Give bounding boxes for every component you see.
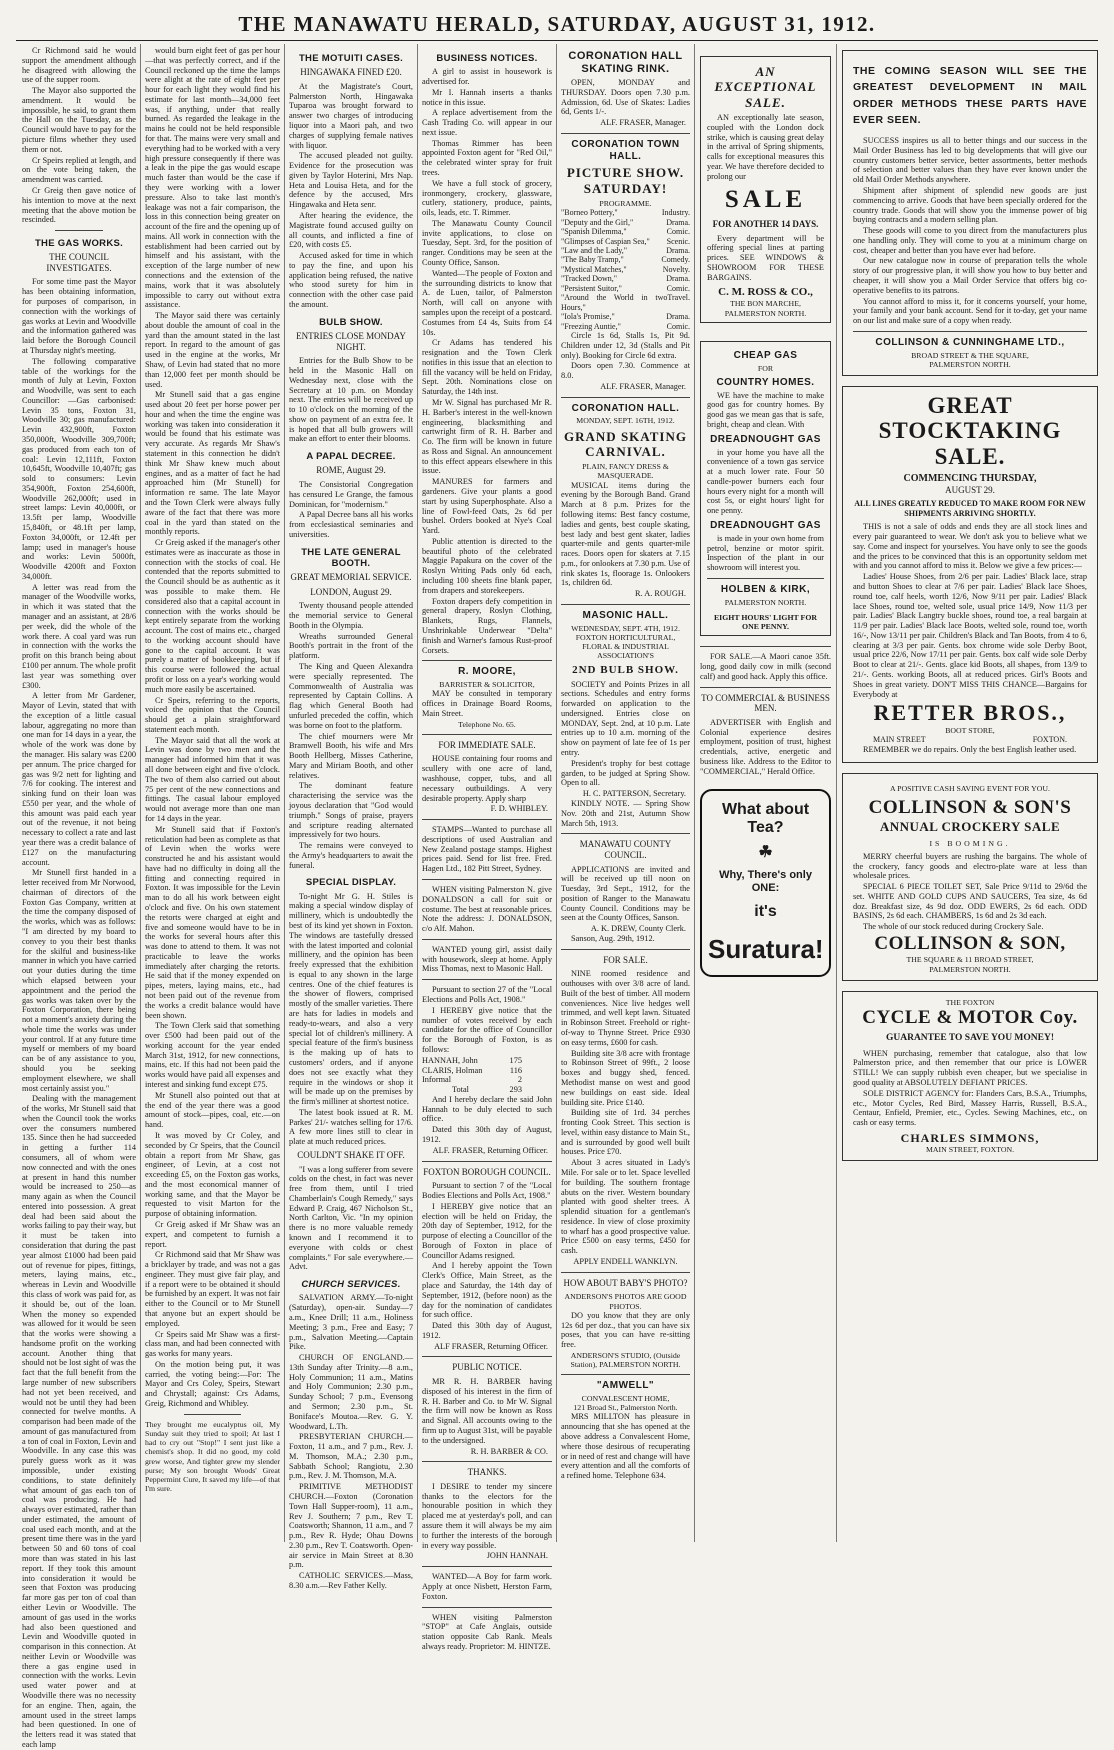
column-2 xyxy=(145,46,280,1540)
advert-company: C. M. ROSS & CO., xyxy=(718,286,813,299)
divider xyxy=(707,578,824,579)
article-paragraph: "I was a long sufferer from severe colds on the chest, in fact was never free from them, until I tried Chamberlain's Cough Remedy," says Edward P. Craig, 467 Nicholson St., North Carlton, Vic. "In my opinion there is no more valuable remedy known and I recommend it to everyone with colds or chest complaints." For sale everywhere.—Advt. xyxy=(289,1164,413,1272)
advert-signoff: R. H. BARBER & CO. xyxy=(470,1446,548,1456)
advert-date: MONDAY, SEPT. 16TH, 1912. xyxy=(576,416,675,426)
advert-body: MAY be consulted in temporary offices in Drainage Board Rooms, Main Street. xyxy=(422,689,552,718)
advert-company: RETTER BROS., xyxy=(873,700,1067,726)
advert-carnival: CORONATION HALL. xyxy=(571,402,680,414)
column-divider xyxy=(836,44,837,1542)
column-divider xyxy=(284,44,285,1542)
advert-body: FOR SALE.—A Maori canoe 35ft. long, good daily cow in milk (second calf) and good hack. Apply this office. xyxy=(700,652,831,681)
divider xyxy=(561,1272,690,1273)
advert-heading: MANAWATU COUNTY COUNCIL. xyxy=(579,839,672,860)
notice: Cr Adams has tendered his resignation and the Town Clerk notifies in this issue that an election to fill the vacancy will be held on Friday, Sept. 20th. Nominations close on Saturday, the 14th inst. xyxy=(422,338,552,397)
newspaper-title: THE MANAWATU HERALD, SATURDAY, AUGUST 31, 1912. xyxy=(238,12,876,36)
divider xyxy=(561,1374,690,1375)
advert-body: MERRY cheerful buyers are rushing the bargains. The whole of the crockery, fancy goods and electro-plate ware at less than wholesale prices. xyxy=(853,851,1087,881)
advert-crockery-sale xyxy=(842,773,1098,981)
column-6 xyxy=(700,46,831,1540)
masthead xyxy=(0,0,1114,40)
legal-notice: And I hereby appoint the Town Clerk's Office, Main Street, as the place and Saturday, the 14th day of September, 1912, (before noon) as the day for the nomination of candidates for such office. xyxy=(422,1261,552,1320)
advert-cycle-motor xyxy=(842,991,1098,1161)
programme-row: "Persistent Suitor," Comic. xyxy=(561,283,690,293)
divider xyxy=(561,949,690,950)
advert-signoff: R. A. ROUGH. xyxy=(635,589,686,599)
headline-motuiti: THE MOTUITI CASES. xyxy=(298,53,404,64)
advert-body: Ladies' House Shoes, from 2/6 per pair. Ladies' Black lace, strap and button Shoes to clear at 7/6 per pair. Ladies' Black lace Shoes, round toe, calf heels, worth 12/6, Now 9/11 per pair. Ladies' Black lace Shoes, round toe, welted sole, usual price 14/9, Now 11/3 per pair. Ladies' Black Langtry buckle shoes, round toe, a real bargain at 11/9 per pair. Ladies' Black lace Boots, welted sole, round toe, worth 16/-, Now 13/11 per pair. Children's Black and Tan Boots, from 4 to 6, clearing at 3/3 per pair. Gents. box chrome wide sole Derby Boot, usual price 22/6, Now 17/11 per pair. Gents. box calf wide sole Derby Boot to clear at 21/-. Gents. glace kid Boots, all shapes, from 13/9 to 21/-. Gents. working Boots, all at reduced prices. Girl's Boots and Shoes in great variety. DON'T MISS THIS CHANCE—Bargains for Everybody at xyxy=(853,572,1087,699)
column-3 xyxy=(289,46,413,1591)
gas-heading-country: COUNTRY HOMES. xyxy=(716,376,815,388)
advert-signoff: ALF. FRASER, Returning Officer. xyxy=(432,1145,548,1155)
divider xyxy=(422,1566,552,1567)
subhead: GREAT MEMORIAL SERVICE. xyxy=(290,572,412,583)
advert-body: AN exceptionally late season, coupled with the London dock strike, which is causing great delay in the arrival of Spring shipments, calls for exceptional measures this year. We have therefore decided to prolong our xyxy=(707,112,824,181)
advert-body: You cannot afford to miss it, for it concerns yourself, your home, your family and your bank account. Send for it to-day, get your name on our list and make sure of a copy when ready. xyxy=(853,296,1087,326)
carnival-title: GRAND SKATING CARNIVAL. xyxy=(564,428,687,459)
advert-body: WHEN visiting Palmerston N. give DONALDSON a call for suit or costume. The best at reasonable prices. Note the address: J. DONALDSON, c/o Alf. Mahon. xyxy=(422,885,552,934)
advert-address-row: MAIN STREET FOXTON. xyxy=(873,735,1067,745)
article-paragraph: The chief mourners were Mr Bramwell Booth, his wife and Mrs Booth Hellberg, Misses Catherine, Mary and Miriam Booth, and other relatives. xyxy=(289,731,413,780)
advert-signoff: APPLY ENDELL WANKLYN. xyxy=(573,1257,678,1267)
article-paragraph: The Mayor said there was certainly about double the amount of coal in the yard than the amount stated in the last report. In regard to the amount of gas used in the engine at the works, Mr Shaw, of Levin had stated that no more than 12,000 feet per month should be used. xyxy=(145,311,280,389)
article-paragraph: The latest book issued at R. M. Parkes' 21/- watches selling for 17/6. A few more lines still to clear in plate at much reduced prices. xyxy=(289,1107,413,1147)
legal-notice: Pursuant to section 27 of the "Local Elections and Polls Act, 1908." xyxy=(422,985,552,1005)
article-paragraph: For some time past the Mayor has been obtaining information, for purposes of comparison, in connection with the workings of gas works at Levin and Woodville and the information gathered was laid before the Borough Council at Thursday night's meeting. xyxy=(22,277,136,355)
advert-signoff: ALF. FRASER, Manager. xyxy=(600,118,686,128)
notice: We have a full stock of grocery, ironmongery, crockery, glassware, cutlery, stationery, produce, paints, oils, leads, etc. T. Rimmer. xyxy=(422,178,552,218)
advert-heading: FOXTON BOROUGH COUNCIL. xyxy=(423,1166,551,1177)
article-paragraph: Cr Speirs, referring to the reports, voiced the opinion that the Council should get a plain straightforward statement each month. xyxy=(145,695,280,734)
article-paragraph: Mr Stunell also pointed out that at the end of the year there was a good amount of stock—pipes, coal, etc.—on hand. xyxy=(145,1090,280,1130)
article-paragraph: Wreaths surrounded General Booth's portrait in the front of the platform. xyxy=(289,631,413,661)
sale-duration: FOR ANOTHER 14 DAYS. xyxy=(712,218,819,229)
notice: Wanted—The people of Foxton and the surrounding districts to know that A. de Luen, tailor, of Palmerston North, will call on anyone with samples upon the receipt of a postcard. Costumes from £4 4s, Suits from £4 10s. xyxy=(422,268,552,337)
notice: MANURES for farmers and gardeners. Give your plants a good start by using Superphosphate. Also a line of Fowl-feed Oats, 2s 6d per bushel. Orders booked at Nye's Coal Yard. xyxy=(422,477,552,536)
article-paragraph: At the Magistrate's Court, Palmerston North, Hingawaka Tuparoa was brought forward to answer two charges of introducing liquor into a Maori pah, and two charges of supplying female natives with liquor. xyxy=(289,81,413,150)
bulb-show-title: 2ND BULB SHOW. xyxy=(572,663,679,676)
poll-row: Informal 2 xyxy=(422,1075,522,1085)
advert-proprietor: CHARLES SIMMONS, xyxy=(900,1130,1040,1145)
article-paragraph: After hearing the evidence, the Magistrate found accused guilty on all counts, and inflicted a fine of £20, with costs £5. xyxy=(289,210,413,250)
column-divider xyxy=(417,44,418,1542)
advert-body: OPEN, MONDAY and THURSDAY. Doors open 7.30 p.m. Admission, 6d. Use of Skates: Ladies 6d, Gents 1/-. xyxy=(561,77,690,117)
divider xyxy=(422,979,552,980)
article-paragraph: Mr Stunell said that a gas engine used about 20 feet per horse power per hour and when the time the engine was working was taken into consideration it would be found that his estimate was very accurate. As regards Mr Shaw's statement in this connection he didn't think Mr Shaw knew much about engines, and as a matter of fact he had approached him (Mr Stunell) for information re same. The late Mayor and the Town Clerk were always fully aware of the fact that there was more coal in the yard than stated on the monthly reports. xyxy=(145,390,280,537)
advert-body: WHEN visiting Palmerston "STOP" at Cafe Anglais, outside station opposite Cab Rank. Meals always ready. Proprietor: M. HINTZE. xyxy=(422,1612,552,1651)
advert-amwell: "AMWELL" xyxy=(596,1380,655,1392)
programme-row: "Deputy and the Girl," Drama. xyxy=(561,217,690,227)
stocktaking-note: ALL LINES GREATLY REDUCED TO MAKE ROOM FOR NEW SHIPMENTS ARRIVING SHORTLY. xyxy=(854,499,1086,518)
advert-body: in your home you have all the convenience of a town gas service at a much lower rate. Four 50 candle-power burners each four hours every night for a month will cost 5s, or eight hours' light for one penny. xyxy=(707,447,824,516)
programme-row: "Mystical Matches," Novelty. xyxy=(561,264,690,274)
headline-general-booth: THE LATE GENERAL BOOTH. xyxy=(301,546,401,569)
programme-row: "Law and the Lady," Drama. xyxy=(561,246,690,256)
article-paragraph: Cr Speirs replied at length, and on the vote being taken, the amendment was carried. xyxy=(22,155,136,185)
advert-company: COLLINSON & SON, xyxy=(874,933,1066,955)
headline-church-services: CHURCH SERVICES. xyxy=(301,1279,401,1291)
headline-papal-decree: A PAPAL DECREE. xyxy=(306,451,396,463)
advert-body: MUSICAL items during the evening by the Borough Band. Grand March at 8 p.m. Prizes for the following items: Best fancy costume, ladies and gents, best couple skating, best lady and best gent skater, ladies quarter-mile and gents quarter-mile races. Doors open for skaters at 7.15 p.m., for onlookers at 7.30 p.m. Use of rink skates 1s, floorage 1s. Onlookers 1s, children 6d. xyxy=(561,480,690,588)
tea-line: Tea? xyxy=(747,819,784,837)
legal-notice: Dated this 30th day of August, 1912. xyxy=(422,1321,552,1340)
advert-subtitle: ANDERSON'S PHOTOS ARE GOOD PHOTOS. xyxy=(564,1292,687,1311)
divider xyxy=(422,734,552,735)
divider xyxy=(422,660,552,661)
advert-body: REMEMBER we do repairs. Only the best English leather used. xyxy=(863,744,1077,754)
advert-body: SUCCESS inspires us all to better things and our success in the Mail Order Business has led to big developments that will give our country customers better service, better assortments, better methods of selection and better values than they have ever known under the old Mail Order Methods anywhere. xyxy=(853,136,1087,185)
gas-heading: CHEAP GAS xyxy=(733,349,798,361)
headline-business-notices: BUSINESS NOTICES. xyxy=(436,53,538,64)
advert-body: NINE roomed residence and outhouses with over 3/8 acre of land. Built of the best of timber. All modern conveniences. Nice live hedges well trimmed, and well kept lawn. Situated in Robinson Street. Freehold or right-of-way to Thynne Street. Price £930 on easy terms, £600 for cash. xyxy=(561,969,690,1047)
notice: A replace advertisement from the Cash Trading Co. will appear in our next issue. xyxy=(422,108,552,137)
advert-body: Circle 1s 6d, Stalls 1s, Pit 9d. Children under 12, 3d (Stalls and Pit only). Booking for Circle 6d extra. xyxy=(561,330,690,360)
programme-label: PROGRAMME. xyxy=(599,199,652,209)
programme-row: "Around the World in two Hours," Travel. xyxy=(561,293,690,312)
advert-body: Shipment after shipment of splendid new goods are just commencing to arrive. Goods that have been specially ordered for the country trade. Goods that will show you the immense power of big buying contracts and a modern selling plan. xyxy=(853,185,1087,225)
advert-signoff: F. D. WHIBLEY. xyxy=(490,804,548,814)
divider xyxy=(561,833,690,834)
advert-moore: R. MOORE, xyxy=(458,666,516,678)
advert-location: PALMERSTON NORTH. xyxy=(724,308,807,318)
article-paragraph: A letter from Mr Gardener, Mayor of Levin, stated that with the exception of a little casual labour, aggregating no more than one man for 14 days in a year, the whole of the work was done by the manager. His salary was £200 per annum. The price charged for gas was 9/2 nett for lighting and 7/6 for cooking. The interest and sinking fund on their loan was £550 per year, and the whole of this amount was paid each year out of the revenue, it not being necessary to collect a rate and last year there was a credit balance of £127 on the manufacturing account. xyxy=(22,691,136,867)
dreadnought-gas-label: DREADNOUGHT GAS xyxy=(710,519,821,531)
advert-body: MRS MILLTON has pleasure in announcing that she has opened at the above address a Convalescent Home, where those desirous of recuperating or in need of rest and change will have every attention and all the comforts of a refined home. Telephone 634. xyxy=(561,1412,690,1481)
advert-location: PALMERSTON NORTH. xyxy=(929,964,1011,974)
programme-row: "Tracked Down," Drama. xyxy=(561,274,690,284)
mail-order-headline: THE COMING SEASON WILL SEE THE GREATEST DEVELOPMENT IN MAIL ORDER METHODS THESE PARTS HAVE EVER SEEN. xyxy=(853,65,1087,126)
stocktaking-date: AUGUST 29. xyxy=(945,484,995,495)
stocktaking-start: COMMENCING THURSDAY, xyxy=(903,472,1037,484)
article-paragraph: Entries for the Bulb Show to be held in the Masonic Hall on Wednesday next, close with the Secretary at 10 p.m. on Monday next. The entries will be received up to 10 o'clock on the morning of the show on payment of an extra fee. It is hoped that all bulb growers will make an effort to enter their blooms. xyxy=(289,356,413,444)
advert-body: Our new catalogue now in course of preparation tells the whole story of our progressive plan, it will show you how to buy better and cheaper, it will show you a Mail Order Service that offers big co-operative benefits to its patrons. xyxy=(853,256,1087,295)
notice: Mr I. Hannah inserts a thanks notice in this issue. xyxy=(422,87,552,107)
dateline: LONDON, August 29. xyxy=(310,586,392,597)
advert-subtitle: BARRISTER & SOLICITOR, xyxy=(439,680,535,690)
advert-poem: They brought me eucalyptus oil, My Sunday suit they tried to spoil; At last I had to cry out "Stop!" I sent just like a chemist's shop. It did no good, my cold grew worse, And tighter grew my slender purse; My son brought Woods' Great Peppermint Cure, It saved my life—of that I'm sure. xyxy=(145,1419,280,1494)
advert-subtitle: BOOT STORE, xyxy=(945,726,995,736)
advert-body: KINDLY NOTE. — Spring Show Nov. 20th and 21st, Autumn Show March 5th, 1913. xyxy=(561,798,690,828)
church-notice: PRIMITIVE METHODIST CHURCH.—Foxton (Coronation Town Hall Supper-room), 11 a.m., Rev J. Southern; 7 p.m., Rev T. Coatsworth; Shannon, 11 a.m., and 7 p.m., Rev R. Hyde; Ohau Downs 2.30 p.m., Rev T. Coatsworth. Open-air service in Main Street at 8.30 p.m. xyxy=(289,1482,413,1570)
sale-big-word: SALE xyxy=(724,186,807,214)
advert-body: THIS is not a sale of odds and ends they are all stock lines and every pair guaranteed to wear. We don't ask you to believe what we say. Come and inspect for yourselves. You have only to see the goods and the prices to be convinced that this is an opportunity seldom met with and you cannot afford to miss it. Below we give a few prices:— xyxy=(853,522,1087,571)
notice: The Manawatu County Council invite applications, to close on Tuesday, Sept. 3rd, for the position of ranger. Conditions may be seen at the County Office, Sanson. xyxy=(422,218,552,268)
shamrock-icon: ☘ xyxy=(758,844,773,862)
advert-subtitle: PLAIN, FANCY DRESS & MASQUERADE. xyxy=(582,462,669,481)
advert-body: STAMPS—Wanted to purchase all descriptions of used Australian and New Zealand postage stamps. Highest prices paid. Send for list free. Fred. Hagen Ltd., 182 Pitt Street, Sydney. xyxy=(422,825,552,874)
advert-heading: TO COMMERCIAL & BUSINESS MEN. xyxy=(701,692,830,714)
advert-address: BROAD STREET & THE SQUARE, xyxy=(911,350,1029,360)
poll-row: CLARIS, Holman 116 xyxy=(422,1065,522,1075)
divider xyxy=(700,646,831,647)
advert-signoff: ANDERSON'S STUDIO, (Outside Station), PALMERSTON NORTH. xyxy=(570,1350,681,1370)
divider xyxy=(422,1461,552,1462)
advert-body: Sanson, Aug. 29th, 1912. xyxy=(571,933,655,943)
divider xyxy=(853,331,1087,332)
article-paragraph: The Consistorial Congregation has censured Le Grange, the famous Dominican, for "modernism." xyxy=(289,480,413,509)
article-paragraph: The following comparative table of the workings for the month of July at Levin, Foxton and Woodville, was sent to each Councillor: —Gas carbonised: Levin 35 tons, Foxton 31, Woodville 30; gas manufactured: Levin 432,900ft, Foxton 350,000ft, Woodville 309,700ft; gas produced from each ton of coal: Levin 12,111ft, Foxton 10,645ft, Woodville 10,407ft; gas sold to consumers: Levin 354,900ft, Foxton 254,600ft, Woodville 262,000ft; used in street lamps: Levin 40,000ft, or 13.5ft per lamp, Woodville 15,840ft, or 48.1ft per lamp, Foxton 34,000ft, or 12.4ft per lamp; used in manager's house and works: Levin 5000ft, Woodville 4200ft and Foxton 34,000ft. xyxy=(22,356,136,581)
notice: Public attention is directed to the beautiful photo of the celebrated Maggie Papakura on the cover of the Roslyn Writing Pads only 6d each, including 100 sheets fine blank paper, from drapers and storekeepers. xyxy=(422,536,552,595)
gas-tagline: EIGHT HOURS' LIGHT FOR ONE PENNY. xyxy=(713,612,818,632)
crockery-headline: ANNUAL CROCKERY SALE xyxy=(879,819,1061,835)
article-paragraph: Accused asked for time in which to pay the fine, and upon his application being refused, the native who stood surety for him in connection with the other case paid the amount. xyxy=(289,251,413,309)
advert-heading: FOR IMMEDIATE SALE. xyxy=(438,739,536,750)
advert-body: SOCIETY and Points Prizes in all sections. Schedules and entry forms forwarded on application to the undersigned. Entries close on MONDAY, Sept. 2nd, at 10 p.m. Late entries up to 10 a.m. morning of the show on payment of late fee of 1s per entry. xyxy=(561,679,690,758)
poll-total: Total 293 xyxy=(452,1085,522,1095)
tea-line: Why, There's only ONE: xyxy=(719,869,812,895)
divider xyxy=(55,230,103,231)
advert-body: WHEN purchasing, remember that catalogue, also that low Palmerston price, and then remember that our price is LOWER STILL! We can supply rubbish even cheaper, but we specialise in good quality at ABSOLUTELY DEFIANT PRICES. xyxy=(853,1048,1087,1087)
masthead-rule xyxy=(16,40,1098,41)
programme-row: "The Baby Tramp," Comedy. xyxy=(561,255,690,265)
column-1 xyxy=(22,46,136,1749)
advert-body: HOUSE containing four rooms and scullery with one acre of land, washhouse, copper, tubs, and all necessary outbuildings. A very desirable property. Apply sharp xyxy=(422,754,552,803)
advert-subtitle: CONVALESCENT HOME, xyxy=(581,1394,670,1404)
advert-body: Building site 3/8 acre with frontage to Robinson Street of 99ft., 2 loose boxes and buggy shed, fenced. Methodist manse on west and good new buildings on east side. Ideal building site. Price £140. xyxy=(561,1048,690,1107)
article-paragraph: Cr Richmond said that Mr Shaw was a bricklayer by trade, and was not a gas engineer. They must give fair play, and if a report were to be obtained it should be furnished by an expert. It was not fair either to the Council or to Mr Stunell that anyone but an expert should be employed. xyxy=(145,1250,280,1328)
poll-row: HANNAH, John 175 xyxy=(422,1055,522,1065)
advert-body: WANTED—A Boy for farm work. Apply at once Nisbett, Herston Farm, Foxton. xyxy=(422,1572,552,1601)
column-5 xyxy=(561,46,690,1540)
advert-date: WEDNESDAY, SEPT. 4TH, 1912. xyxy=(571,623,680,633)
crockery-status: IS BOOMING. xyxy=(929,838,1011,848)
advert-mail-order xyxy=(842,50,1098,376)
subhead: ENTRIES CLOSE MONDAY NIGHT. xyxy=(296,330,406,352)
advert-town-hall: CORONATION TOWN HALL. xyxy=(571,138,680,162)
advert-body: President's trophy for best cottage garden, to be judged at Spring Show. Open to all. xyxy=(561,758,690,788)
column-divider xyxy=(556,44,557,1542)
divider xyxy=(700,687,831,688)
advert-location: MAIN STREET, FOXTON. xyxy=(925,1145,1015,1155)
advert-body: DO you know that they are only 12s 6d per doz., that you can have six poses, that you can have re-sitting free. xyxy=(561,1310,690,1350)
advert-company: COLLINSON & CUNNINGHAME LTD., xyxy=(875,336,1065,348)
notice: A girl to assist in housework is advertised for. xyxy=(422,67,552,86)
programme-row: "Spanish Dilemma," Comic. xyxy=(561,227,690,237)
advert-stocktaking xyxy=(842,386,1098,763)
notice: Foxton drapers defy competition in general drapery, Roslyn Clothing, Blankets, Rugs, Flannels, Unshrinkable Underwear "Delta" finish and Warner's famous Rust-proof Corsets. xyxy=(422,596,552,655)
cycle-guarantee: GUARANTEE TO SAVE YOU MONEY! xyxy=(885,1033,1055,1044)
article-paragraph: The accused pleaded not guilty. Evidence for the prosecution was given by Taylor Hoterini, Mrs Nap. Heta and Louisa Heta, and for the defence by the accused, Mrs Hingawaka and Heta senr. xyxy=(289,151,413,210)
divider xyxy=(422,1161,552,1162)
article-paragraph: A Papal Decree bans all his works from ecclesiastical seminaries and universities. xyxy=(289,510,413,539)
advert-body: Doors open 7.30. Commence at 8.0. xyxy=(561,361,690,381)
article-paragraph: To-night Mr G. H. Stiles is making a special window display of millinery, which is undoubtedly the best of its kind yet shown in Foxton. The windows are tastefully dressed with the latest imported and colonial millinery, and the opinion has been freely expressed that the exhibition is equal to any shown in the large centres. One of the chief features is the shower of flowers, comprised mostly of the smaller varieties. There are hats for ladies in models and ready-to-wears, and also a very special lot of children's millinery. A special feature of the firm's business is the making up of hats to customers' orders, and if anyone does not see exactly what they require in the windows or shop it will be made up on the premises by the firm's milliner at shortest notice. xyxy=(289,891,413,1107)
advert-location: PALMERSTON NORTH. xyxy=(724,597,807,607)
tea-line: What about xyxy=(721,800,810,818)
church-notice: SALVATION ARMY.—To-night (Saturday), open-air. Sunday—7 a.m., Knee Drill; 11 a.m., Holiness Meeting; 3 p.m., Free and Easy; 7 p.m., Salvation Meeting.—Captain Pike. xyxy=(289,1293,413,1352)
article-paragraph: The Mayor said that all the work at Levin was done by two men and the manager had informed him that it was all done between eight and five o'clock. The two of them also carried out about 75 per cent of the new connections and fittings. The casual labour employed would not average more than one man for 14 days in the year. xyxy=(145,735,280,823)
column-4 xyxy=(422,46,552,1651)
divider xyxy=(422,1356,552,1357)
advert-signoff: ALF. FRASER, Manager. xyxy=(600,381,686,391)
advert-body: SPECIAL 6 PIECE TOILET SET, Sale Price 9/11d to 29/6d the set. WHITE AND GOLD CUPS AND SAUCERS, Tea size, 4s 6d doz. Breakfast size, 4s 9d doz. ODD EWERS, 2s 6d each. ODD BASINS, 2s 6d each. CHAMBERS, 1s 6d and 2s 3d each. xyxy=(853,882,1087,921)
tea-line: it's xyxy=(754,903,777,921)
legal-notice: I DESIRE to tender my sincere thanks to the electors for the honourable position in which they placed me at yesterday's poll, and can assure them it will always be my aim to further the interests of the borough in every way possible. xyxy=(422,1481,552,1550)
tea-brand: Suratura! xyxy=(708,933,824,964)
headline-special-display: SPECIAL DISPLAY. xyxy=(305,877,397,889)
advert-heading: HOW ABOUT BABY'S PHOTO? xyxy=(563,1277,688,1288)
programme-row: "Freezing Auntie," Comic. xyxy=(561,321,690,331)
headline-bulb-show: BULB SHOW. xyxy=(319,316,383,328)
advert-signoff: H. C. PATTERSON, Secretary. xyxy=(582,789,686,799)
advert-body: The whole of our stock reduced during Crockery Sale. xyxy=(863,922,1044,932)
advert-exceptional-sale xyxy=(700,56,831,323)
advert-company: HOLBEN & KIRK, xyxy=(720,583,811,595)
legal-notice: Pursuant to section 7 of the "Local Bodies Elections and Polls Act, 1908." xyxy=(422,1181,552,1200)
stocktaking-headline: GREAT STOCKTAKING SALE. xyxy=(878,393,1062,469)
crockery-kicker: A POSITIVE CASH SAVING EVENT FOR YOU. xyxy=(890,783,1050,793)
article-paragraph: The remains were conveyed to the Army's headquarters to await the funeral. xyxy=(289,841,413,870)
notice: Mr W. Signal has purchased Mr R. H. Barber's interest in the well-known engineering, blacksmithing and cartwright firm of R. H. Barber and Co. The firm will be known in future as Ross and Signal. An announcement to this effect appears elsewhere in this issue. xyxy=(422,397,552,476)
advert-body: Building site of 1rd. 34 perches fronting Cook Street. This section is level, within easy distance to Main St., and is surrounded by good well built houses. Price £70. xyxy=(561,1108,690,1157)
article-paragraph: Mr Stunell said that if Foxton's reticulation had been as complete as that of Levin when the works were constructed he and his assistant would have had no difficulty in doing all the fitting and connecting required in Foxton. It was impossible for the Levin man to do all his work between eight o'clock and five. On his own statement the retorts were charged at eight and five and someone would have to be in the works for several hours after this was done to attend to them. It was not practicable to leave the works immediately after charging the retorts. He said that if the money expended on pipes, meters, laying mains, etc., had not been paid out of the revenue from the works a credit balance would have been shown. xyxy=(145,824,280,1020)
advert-body: These goods will come to you direct from the manufacturers plus one handling only. They will come to you at a minimum charge on cost, cheaper and better than you have ever had before. xyxy=(853,226,1087,255)
article-paragraph: Mr Stunell first handed in a letter received from Mr Norwood, chairman of directors of the Foxton Gas Company, written at the time the company disposed of the works, which was as follows: "I am directed by my board to convey to you their best thanks for the skilful and business-like manner in which you have carried out your duties during the time which elapsed between your appointment and the period the gas works was taken over by the Foxton Corporation, there being not a moment's anxiety during the whole time the works was under your control. If at any future time myself or members of my board can be of any assistance to you, should you be seeking employment elsewhere, we shall most certainly assist you." xyxy=(22,868,136,1093)
article-paragraph: Cr Greig asked if Mr Shaw was an expert, and competent to furnish a report. xyxy=(145,1219,280,1249)
article-paragraph: Cr Speirs said Mr Shaw was a first-class man, and had been connected with gas works for many years. xyxy=(145,1329,280,1359)
article-paragraph: On the motion being put, it was carried, the voting being:—For: The Mayor and Crs Coley, Speirs, Stewart and Chrystall; against: Crs Adams, Greig, Richmond and Whibley. xyxy=(145,1359,280,1409)
advert-body: About 3 acres situated in Lady's Mile. For sale or to let. Space levelled for building. The southern frontage abuts on the river. Western boundary planted with good shelter trees. A splendid situation for a gentleman's residence. In view of close proximity to wharf has a good prospective value. Price £500 on easy terms, £450 for cash. xyxy=(561,1158,690,1256)
advert-body: SOLE DISTRICT AGENCY for: Flanders Cars, B.S.A., Triumphs, etc., Motor Cycles, Red Bird, Massey Harris, Russell, B.S.A., Centaur, Enfield, Premier, etc., Cycles. Sewing Machines, etc., on cash or easy terms. xyxy=(853,1088,1087,1128)
programme-row: "Glimpses of Caspian Sea," Scenic. xyxy=(561,236,690,246)
cycle-kicker: THE FOXTON xyxy=(945,997,995,1007)
advert-body: WE have the machine to make good gas for country homes. By good gas we mean gas that is safe, bright, cheap and clean. With xyxy=(707,390,824,429)
legal-notice: I HEREBY give notice that an election will be held on Friday, the 20th day of September, 1912, for the purpose of electing a Councillor of the Borough of Foxton in place of Councillor Adams resigned. xyxy=(422,1201,552,1260)
advert-company-sub: THE BON MARCHE, xyxy=(730,299,801,309)
advert-body: is made in your own home from petrol, benzine or motor spirit. Inspection of the plant in our showroom will interest you. xyxy=(707,533,824,573)
advert-heading: COULDN'T SHAKE IT OFF. xyxy=(297,1149,405,1160)
advert-suratura-tea xyxy=(700,789,831,977)
picture-show-title: PICTURE SHOW. SATURDAY! xyxy=(566,165,685,196)
advert-heading: FOR SALE. xyxy=(603,954,648,965)
article-paragraph: The Town Clerk said that something over £500 had been paid out of the working account for the year ended March 31st, 1912, for new connections, mains, etc. If this had not been paid the works would have paid all expenses and interest and sinking fund except £75. xyxy=(145,1021,280,1090)
legal-notice: MR R. H. BARBER having disposed of his interest in the firm of R. H. Barber and Co. to Mr W. Signal the firm will now be known as Ross and Signal. All accounts owing to the firm up to August 31st, will be payable to the undersigned. xyxy=(422,1377,552,1445)
headline-gas-works: THE GAS WORKS. xyxy=(34,238,124,250)
advert-body: Every department will be offering special lines at parting prices. SEE WINDOWS & SHOWROOM FOR THESE BARGAINS. xyxy=(707,233,824,282)
article-paragraph: A letter was read from the manager of the Woodville works, in which it was stated that the manager and an assistant, at 28/6 per week, did the whole of the work there. A coal yard was run in connection with the works the profit on this branch being about £100 per annum. The whole profit last year was something over £300. xyxy=(22,582,136,690)
cycle-company: CYCLE & MOTOR Coy. xyxy=(862,1007,1078,1028)
divider xyxy=(422,1607,552,1608)
sale-heading: AN EXCEPTIONAL SALE. xyxy=(714,64,817,110)
divider xyxy=(422,939,552,940)
church-notice: CATHOLIC SERVICES.—Mass, 8.30 a.m.—Rev Father Kelly. xyxy=(289,1571,413,1591)
dreadnought-gas-label: DREADNOUGHT GAS xyxy=(710,433,821,445)
subhead: HINGAWAKA FINED £20. xyxy=(300,67,402,78)
legal-notice: And I hereby declare the said John Hannah to be duly elected to such office. xyxy=(422,1094,552,1124)
divider xyxy=(561,133,690,134)
advert-address: THE SQUARE & 11 BROAD STREET, xyxy=(906,955,1034,965)
divider xyxy=(561,397,690,398)
column-divider xyxy=(140,44,141,1542)
advert-heading: THANKS. xyxy=(467,1467,507,1478)
church-notice: PRESBYTERIAN CHURCH.—Foxton, 11 a.m., and 7 p.m., Rev. J. M. Thomson, M.A.; 2.30 p.m., Sabbath School; Rangiotu, 2.30 p.m., Rev. J. M. Thomson, M.A. xyxy=(289,1432,413,1481)
programme-row: "Borneo Pottery," Industry. xyxy=(561,208,690,218)
legal-notice: I HEREBY give notice that the number of votes received by each candidate for the office of Councillor for the Borough of Foxton, is as follows: xyxy=(422,1005,552,1054)
article-paragraph: The King and Queen Alexandra were specially represented. The Commonwealth of Australia was represented by Captain Collins. A flag which General Booth had unfurled preceded the coffin, which was borne on foot to the platform. xyxy=(289,662,413,730)
subhead: THE COUNCIL INVESTIGATES. xyxy=(46,252,112,273)
advert-masonic-hall: MASONIC HALL. xyxy=(582,610,669,622)
advert-body: ADVERTISER with English and Colonial experience desires employment, position of trust, highest credentials, active, energetic and business like. Address to the Editor to "COMMERCIAL," Herald Office. xyxy=(700,717,831,776)
programme-row: "Iola's Promise," Drama. xyxy=(561,312,690,322)
divider xyxy=(561,604,690,605)
article-paragraph: Dealing with the management of the works, Mr Stunell said that when the Council took the works over the consumers numbered 135. Since then he had succeeded in getting a further 114 consumers, all of whom were now connected and with the ones at present in hand this number would be increased to 250—as many again as when the Council entered into possession. A great deal had been said about the works failing to pay their way, but it must be taken into consideration that during the past year almost £1000 had been paid out of revenue for pipes, fittings, meters, laying mains, etc., whereas in Levin and Woodville this class of work was paid for, as it should be, out of the loan. When the money so expended was allowed for it would be seen that the works were showing a handsome profit on the working account. Another thing that should not be lost sight of was the fact that the full benefit from the large number of new subscribers had not yet been received, and would not be until they had been connected for twelve months. A comparison had been made of the amount of gas manufactured from a ton of coal in Foxton, Levin and Woodville. In any case this was purely guess work as it was impossible, under existing conditions, to state definitely what amount of gas each ton of coal was producing. He had always over estimated, rather than under estimated, the amount of coal used each month, and at the present time there was in the yard between 50 and 60 tons of coal more than was stated in his last report. If they took this amount into consideration it would be seen that Foxton was producing far more gas per ton of coal than either Levin or Woodville. The amount of gas used in the works had also been questioned and Levin and Woodville quoted in comparison in this connection. At neither Levin or Woodville was there a gas engine used in connection with the works. Levin used water power and at Woodville there was no necessity for an engine. Then, again, the amount used in the street lamps had been questioned. In one of the letters read it was stated that each lamp xyxy=(22,1094,136,1749)
column-divider xyxy=(694,44,695,1542)
article-paragraph: The dominant feature characterising the service was the joyous declaration that "God would triumph." Songs of praise, prayers and scripture reading alternated impressively for two hours. xyxy=(289,781,413,840)
column-7 xyxy=(842,46,1098,1540)
advert-heading: PUBLIC NOTICE. xyxy=(452,1362,522,1373)
advert-signoff: A. K. DREW, County Clerk. xyxy=(590,924,686,934)
advert-address: 121 Broad St., Palmerston North. xyxy=(573,1403,678,1413)
article-paragraph: would burn eight feet of gas per hour—that was perfectly correct, and if the Council reckoned up the time the lamps were alight at the rate of eight feet per hour for each light they would find his estimate for last month—34,000 feet was, if anything, under that really burned. As regarded the leakage in the mains he could not be held responsible for that. The mains were very small and everything had to be worked with a very high pressure consequently if there was a leak in the pipe the gas would escape much faster than would be the case if they were working with a lower pressure. Also to take last month's leakage was not a fair comparison, the loss in this connection being greater on account of the fire and the opening up of mains. All work in connection with the establishment had been carried out by himself and his assistant, with the exception of the large number of new connections and the extension of the mains, work that it was absolutely impossible to carry out without extra assistance. xyxy=(145,46,281,310)
divider xyxy=(184,1414,241,1415)
divider xyxy=(422,819,552,820)
article-paragraph: Cr Richmond said he would support the amendment although he disagreed with allowing the use of the supper room. xyxy=(22,46,136,85)
advert-location: PALMERSTON NORTH. xyxy=(929,359,1011,369)
gas-heading-for: FOR xyxy=(757,363,774,373)
advert-subtitle: FOXTON HORTICULTURAL, FLORAL & INDUSTRIAL ASSOCIATION'S xyxy=(575,633,676,661)
article-paragraph: Cr Greig then gave notice of his intention to move at the next meeting that the above motion be rescinded. xyxy=(22,185,136,225)
advert-phone: Telephone No. 65. xyxy=(458,719,516,729)
crockery-company: COLLINSON & SON'S xyxy=(868,796,1072,818)
advert-cheap-gas xyxy=(700,341,831,636)
church-notice: CHURCH OF ENGLAND.—13th Sunday after Trinity.—8 a.m., Holy Communion; 11 a.m., Matins and Holy Communion; 2.30 p.m., Sunday School; 7 p.m., Evensong and Sermon; 2.30 p.m., St. Boniface's Moutoa.—Rev. G. Y. Woodward, L.Th. xyxy=(289,1353,413,1431)
article-paragraph: Cr Greig asked if the manager's other estimates were as inaccurate as those in connection with the stocks of coal. He contended that the reports submitted to the Council should be as authentic as it was possible to make them. He considered also that a capital account in connection with the works should be kept entirely separate from the working account. The cost of mains etc., charged to the working account should have gone to the capital account. It was purely a matter of bookkeeping, but if this course were followed the actual profit or loss on a year's working would much more easily be ascertained. xyxy=(145,538,280,694)
notice: Thomas Rimmer has been appointed Foxton agent for "Red Oil," the celebrated winter spray for fruit trees. xyxy=(422,138,552,178)
divider xyxy=(422,879,552,880)
advert-signoff: ALF FRASER, Returning Officer. xyxy=(434,1341,548,1351)
dateline: ROME, August 29. xyxy=(316,465,386,476)
advert-skating-rink: CORONATION HALL SKATING RINK. xyxy=(568,50,683,75)
legal-notice: Dated this 30th day of August, 1912. xyxy=(422,1125,552,1144)
article-paragraph: It was moved by Cr Coley, and seconded by Cr Speirs, that the Council obtain a report from Mr Shaw, gas engineer, of Levin, at a cost not exceeding £5, on the Foxton gas works, and the most economical manner of working same, and that the Mayor be requested to visit Marton for the purpose of obtaining information. xyxy=(145,1130,280,1219)
advert-body: APPLICATIONS are invited and will be received up till noon on Tuesday, 3rd Sept., 1912, for the position of Ranger to the Manawatu County Council. Conditions may be seen at the County Offices, Sanson. xyxy=(561,864,690,923)
article-paragraph: Twenty thousand people attended the memorial service to General Booth in the Olympia. xyxy=(289,601,413,630)
advert-signoff: JOHN HANNAH. xyxy=(486,1551,548,1561)
advert-body: WANTED young girl, assist daily with housework, sleep at home. Apply Miss Thomas, next to Masonic Hall. xyxy=(422,944,552,974)
article-paragraph: The Mayor also supported the amendment. It would be impossible, he said, to grant them the Hall on the Tuesday, as the Council would have to pay for the picture films whether they used them or not. xyxy=(22,86,136,154)
